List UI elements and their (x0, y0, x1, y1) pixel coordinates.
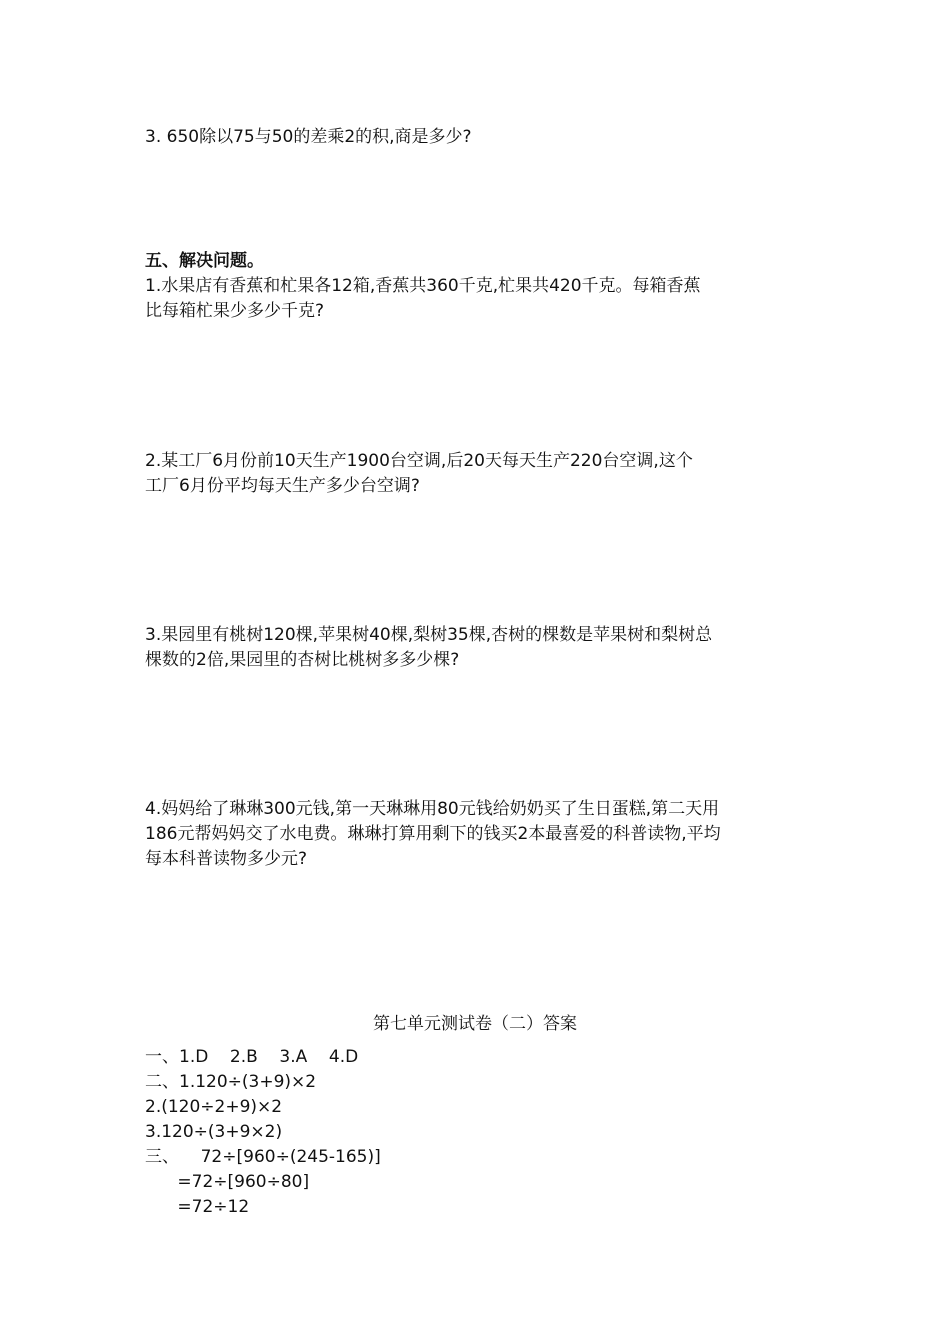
problem-4-line-3: 每本科普读物多少元? (145, 849, 308, 869)
answers-title: 第七单元测试卷（二）答案 (373, 1014, 577, 1034)
answer-line-6: =72÷[960÷80] (145, 1172, 310, 1192)
problem-3-line-2: 棵数的2倍,果园里的杏树比桃树多多少棵? (145, 650, 460, 670)
problem-2-line-2: 工厂6月份平均每天生产多少台空调? (145, 476, 420, 496)
problem-3-line-1: 3.果园里有桃树120棵,苹果树40棵,梨树35棵,杏树的棵数是苹果树和梨树总 (145, 625, 713, 645)
answer-line-1: 一、1.D 2.B 3.A 4.D (145, 1047, 359, 1067)
problem-1-line-1: 1.水果店有香蕉和杧果各12箱,香蕉共360千克,杧果共420千克。每箱香蕉 (145, 276, 701, 296)
problem-4-line-2: 186元帮妈妈交了水电费。琳琳打算用剩下的钱买2本最喜爱的科普读物,平均 (145, 824, 721, 844)
answer-line-3: 2.(120÷2+9)×2 (145, 1097, 283, 1117)
problem-4-line-1: 4.妈妈给了琳琳300元钱,第一天琳琳用80元钱给奶奶买了生日蛋糕,第二天用 (145, 799, 720, 819)
answer-line-7: =72÷12 (145, 1197, 250, 1217)
problem-2-line-1: 2.某工厂6月份前10天生产1900台空调,后20天每天生产220台空调,这个 (145, 451, 693, 471)
answer-line-5: 三、 72÷[960÷(245-165)] (145, 1147, 381, 1167)
problem-1-line-2: 比每箱杧果少多少千克? (145, 301, 325, 321)
answer-line-2: 二、1.120÷(3+9)×2 (145, 1072, 317, 1092)
section-5-heading: 五、解决问题。 (145, 251, 264, 271)
answer-line-4: 3.120÷(3+9×2) (145, 1122, 283, 1142)
question-3-calc: 3. 650除以75与50的差乘2的积,商是多少? (145, 127, 472, 147)
